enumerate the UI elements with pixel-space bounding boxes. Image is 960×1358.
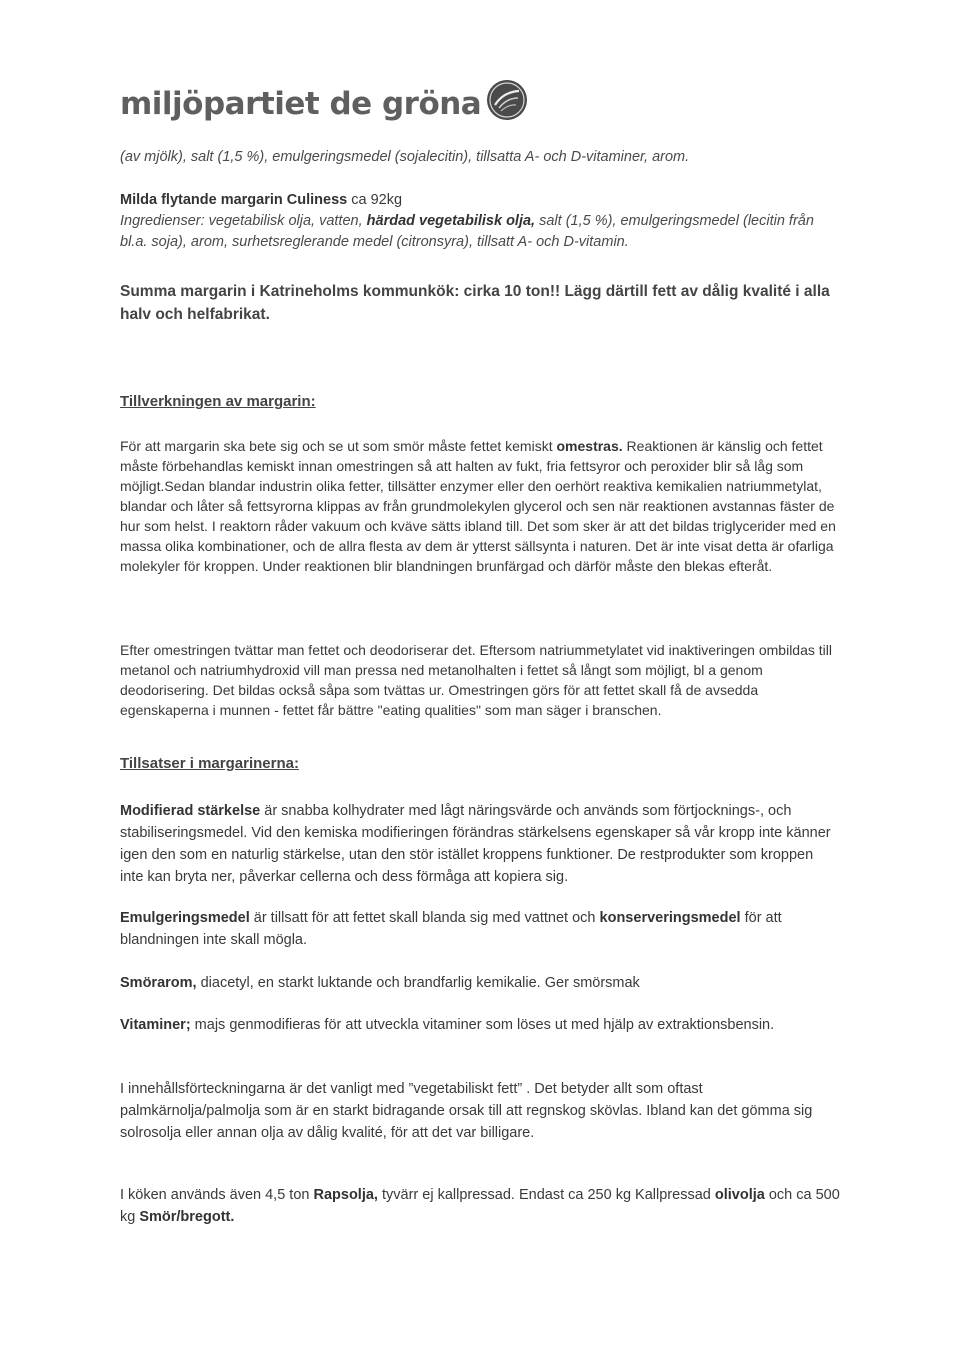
product-block: [120, 189, 840, 253]
rapeseed-bold: Rapsolja,: [313, 1187, 378, 1203]
para1-part-2: Reaktionen är känslig och fettet måste förbehandlas kemiskt innan omestringen så att halten av fukt, fria fettsyror och peroxider blir så låg som möjligt.Sedan blandar industrin olika fetter, tillsätter enzymer eller den oerhört reaktiva kemikalien natriummetylat, blandar och låter så fettsyrorna klippas av från grundmolekylen glycerol och sen när reaktionen avstannas fäster de hur som helst. I reaktorn råder vakuum och kväve sätts ibland till. Det som sker är att det bildas triglycerider med en massa olika kombinationer, och de allra flesta av dem är ytterst sällsynta i naturen. Det är inte visat detta är ofarliga molekyler för kroppen. Under reaktionen blir blandningen brunfärgad och därför måste den blekas efteråt.: [120, 438, 836, 574]
ingredients-bold: härdad vegetabilisk olja,: [366, 213, 536, 229]
ingredients-part-2: salt (1,5 %), emulgeringsmedel (lecitin från bl.a. soja), arom, surhetsreglerande medel (citronsyra), tillsatt A- och D-vitamin.: [120, 213, 814, 250]
additives-paragraph-starch: [120, 800, 840, 888]
aroma-bold: Smörarom,: [120, 975, 197, 991]
dandelion-circle-icon: [485, 78, 529, 122]
additives-paragraph-oils: [120, 1184, 840, 1228]
oils-text-3: och ca 500 kg: [120, 1187, 840, 1225]
manufacturing-paragraph-2: Efter omestringen tvättar man fettet och deodoriserar det. Eftersom natriummetylatet vid inaktiveringen ombildas till metanol och natriumhydroxid vill man pressa ned metanolhalten i fettet så långt som möjligt, bl a genom deodorisering. Det bildas också såpa som tvättas ur. Omestringen görs för att fettet skall få de avsedda egenskaperna i munnen - fettet får bättre "eating qualities" som man säger i branschen.: [120, 642, 832, 718]
olive-oil-bold: olivolja: [714, 1187, 765, 1203]
additives-paragraph-vitamins: [120, 1014, 840, 1036]
additives-paragraph-emulsifier: [120, 907, 840, 951]
ingredients-part-1: Ingredienser: vegetabilisk olja, vatten,: [120, 213, 367, 229]
party-logo: [120, 86, 529, 122]
para1-part-1: För att margarin ska bete sig och se ut som smör måste fettet kemiskt: [120, 438, 557, 454]
additives-paragraph-vegetable-fat: I innehållsförteckningarna är det vanligt med ”vegetabiliskt fett” . Det betyder allt som oftast palmkärnolja/palmolja som är en starkt bidragande orsak till att regnskog skövlas. Ibland kan det gömma sig solrosolja eller annan olja av dålig kvalité, för att det var billigare.: [120, 1081, 813, 1141]
starch-text: är snabba kolhydrater med lågt näringsvärde och används som förtjocknings-, och stabiliseringsmedel. Vid den kemiska modifieringen förändras stärkelsens egenskaper så vår kropp inte känner igen den som en naturlig stärkelse, utan den stör istället kroppens funktioner. De restprodukter som kroppen inte kan bryta ner, påverkar cellerna och dess förmåga att kopiera sig.: [120, 803, 831, 885]
manufacturing-paragraph-1: [120, 436, 840, 576]
para1-bold: omestras.: [556, 438, 623, 454]
oils-text-2: tyvärr ej kallpressad. Endast ca 250 kg Kallpressad: [377, 1187, 715, 1203]
aroma-text: diacetyl, en starkt luktande och brandfarlig kemikalie. Ger smörsmak: [196, 975, 640, 991]
butter-bold: Smör/bregott.: [139, 1209, 235, 1225]
intro-line-1: (av mjölk), salt (1,5 %), emulgeringsmedel (sojalecitin), tillsatta A- och D-vitaminer, arom.: [120, 149, 690, 165]
section-heading-manufacturing: Tillverkningen av margarin:: [120, 393, 316, 410]
additives-paragraph-butter-aroma: [120, 972, 840, 994]
product-name: Milda flytande margarin Culiness: [120, 192, 348, 208]
vitamins-bold: Vitaminer;: [120, 1017, 191, 1033]
emulsifier-text-2: för att blandningen inte skall mögla.: [120, 910, 782, 948]
emulsifier-text-1: är tillsatt för att fettet skall blanda sig med vattnet och: [249, 910, 600, 926]
starch-bold: Modifierad stärkelse: [120, 803, 261, 819]
product-weight: ca 92kg: [347, 192, 403, 208]
preservative-bold: konserveringsmedel: [599, 910, 741, 926]
vitamins-text: majs genmodifieras för att utveckla vitaminer som löses ut med hjälp av extraktionsbensin.: [190, 1017, 775, 1033]
oils-text-1: I köken används även 4,5 ton: [120, 1187, 314, 1203]
ingredients-text: [120, 211, 840, 253]
logo-text: miljöpartiet de gröna: [120, 86, 482, 122]
emulsifier-bold: Emulgeringsmedel: [120, 910, 250, 926]
product-title: [120, 189, 840, 211]
summary-text: Summa margarin i Katrineholms kommunkök: cirka 10 ton!! Lägg därtill fett av dålig kvalité i alla halv och helfabrikat.: [120, 283, 830, 323]
section-heading-additives: Tillsatser i margarinerna:: [120, 755, 299, 772]
